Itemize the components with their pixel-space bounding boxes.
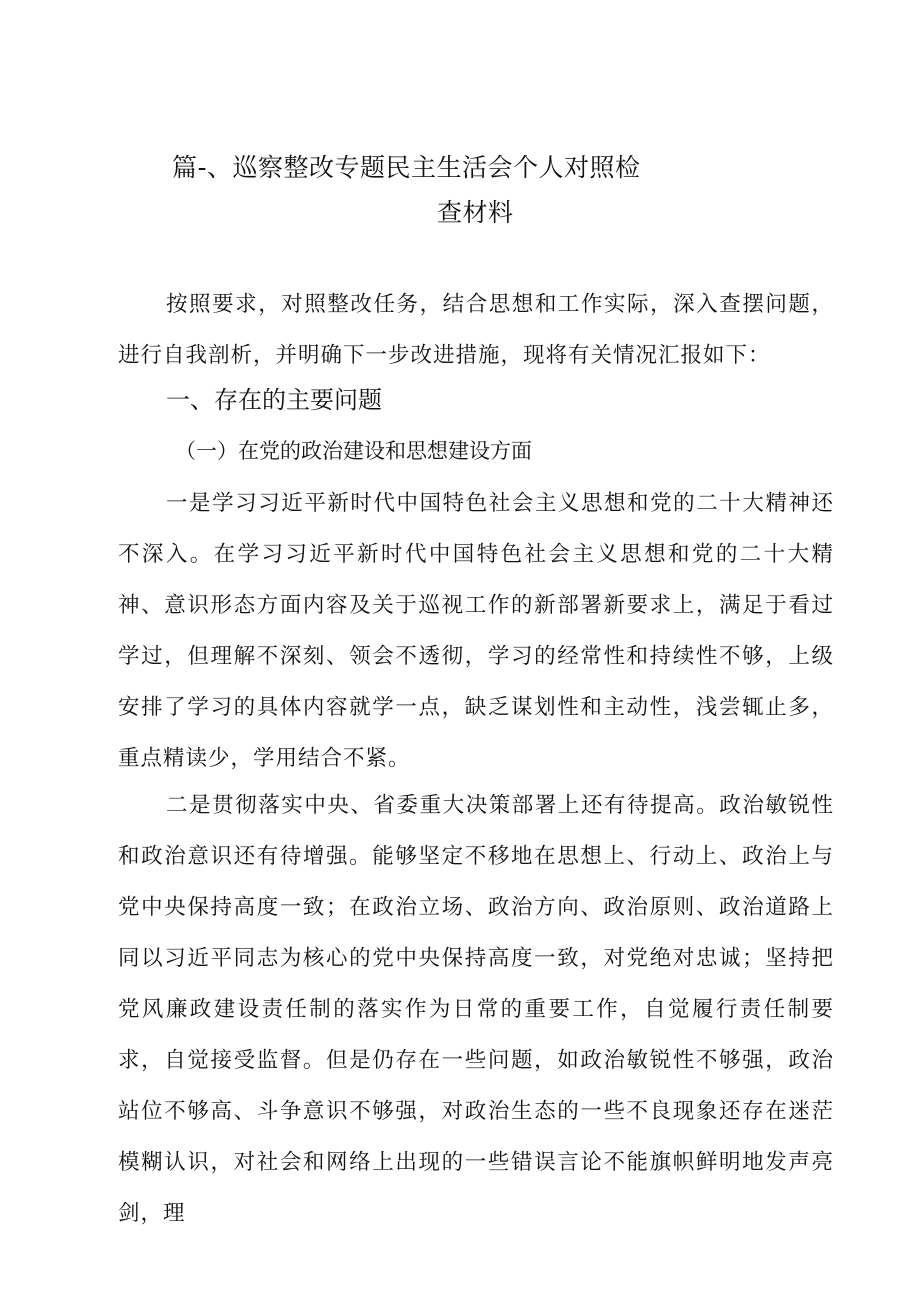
document-title-line-1: 篇-、巡察整改专题民主生活会个人对照检 bbox=[172, 153, 641, 182]
body-paragraph-1: 一是学习习近平新时代中国特色社会主义思想和党的二十大精神还不深入。在学习习近平新时代中国特色社会主义思想和党的二十大精神、意识形态方面内容及关于巡视工作的新部署新要求上，满足于看过学过，但理解不深刻、领会不透彻，学习的经常性和持续性不够，上级安排了学习的具体内容就学一点，缺乏谋划性和主动性，浅尝辄止多，重点精读少，学用结合不紧。 bbox=[118, 491, 834, 771]
document-title-line-2: 查材料 bbox=[437, 198, 514, 227]
subsection-heading-1: （一）在党的政治建设和思想建设方面 bbox=[175, 439, 532, 463]
body-paragraph-2: 二是贯彻落实中央、省委重大决策部署上还有待提高。政治敏锐性和政治意识还有待增强。能够坚定不移地在思想上、行动上、政治上与党中央保持高度一致；在政治立场、政治方向、政治原则、政治道路上同以习近平同志为核心的党中央保持高度一致，对党绝对忠诚；坚持把党风廉政建设责任制的落实作为日常的重要工作，自觉履行责任制要求，自觉接受监督。但是仍存在一些问题，如政治敏锐性不够强，政治站位不够高、斗争意识不够强，对政治生态的一些不良现象还存在迷茫模糊认识，对社会和网络上出现的一些错误言论不能旗帜鲜明地发声亮剑，理 bbox=[118, 793, 834, 1226]
intro-paragraph: 按照要求，对照整改任务，结合思想和工作实际，深入查摆问题，进行自我剖析，并明确下一步改进措施，现将有关情况汇报如下： bbox=[118, 292, 834, 368]
section-heading-1: 一、存在的主要问题 bbox=[166, 386, 382, 414]
